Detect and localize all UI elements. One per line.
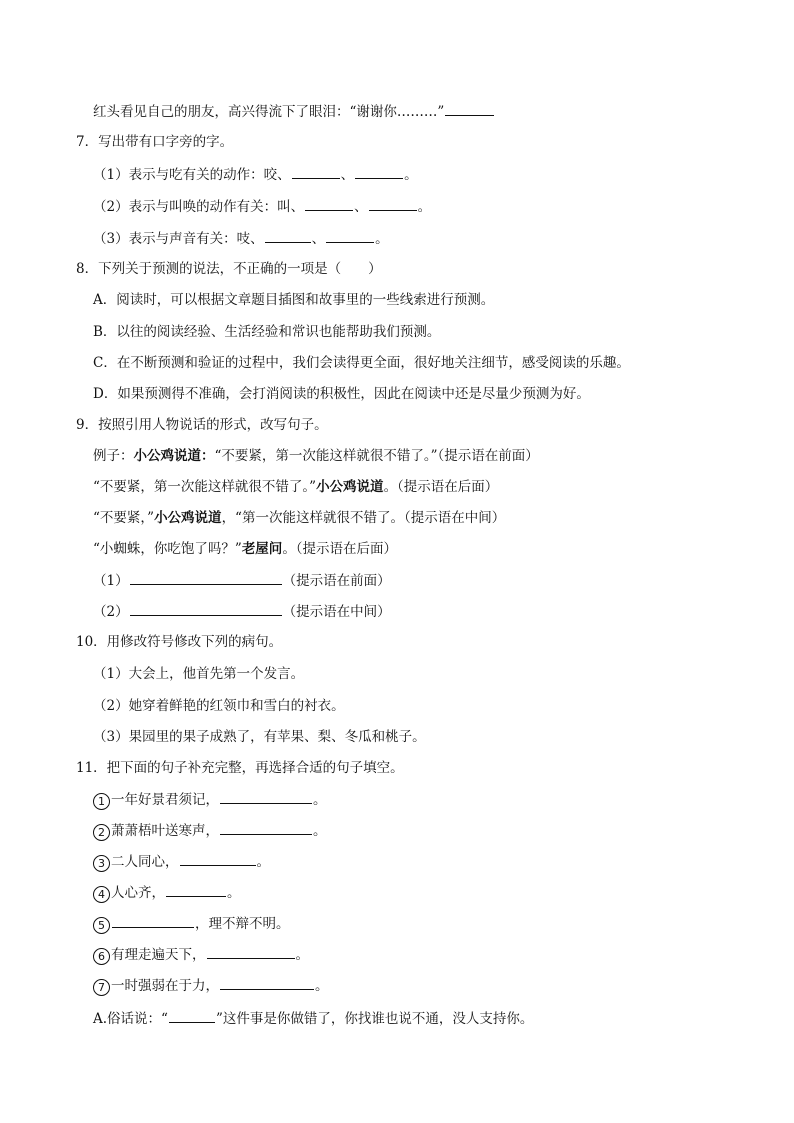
question-7-item-3: （3）表示与声音有关：吱、 、 。 [93,228,389,249]
task-sentence: “小蜘蛛，你吃饱了吗？”老屋问。（提示语在后面） [93,541,398,557]
answer-blank[interactable] [220,820,312,835]
answer-blank[interactable] [445,101,494,116]
fill-item: 3 二人同心， 。 [93,851,270,872]
answer-blank[interactable] [369,196,417,211]
circled-number: 5 [93,917,110,934]
sentence-1: （1）大会上，他首先第一个发言。 [93,666,305,682]
fill-item: 4 人心齐， 。 [93,882,241,903]
answer-blank[interactable] [180,851,256,866]
fill-item: 7 一时强弱在于力， 。 [93,975,329,996]
question-8-title: 8．下列关于预测的说法，不正确的一项是（ ） [76,261,382,277]
answer-blank[interactable] [355,164,403,179]
sentence-2: （2）她穿着鲜艳的红领巾和雪白的衬衣。 [93,698,345,714]
story-line: 红头看见自己的朋友，高兴得流下了眼泪：“谢谢你………” [93,101,495,122]
option-b[interactable]: B．以往的阅读经验、生活经验和常识也能帮助我们预测。 [93,324,441,340]
fill-item: 1 一年好景君须记， 。 [93,789,327,810]
question-7-title: 7．写出带有口字旁的字。 [76,134,234,150]
circled-number: 3 [93,855,110,872]
circled-number: 1 [93,793,110,810]
answer-blank[interactable] [130,601,282,616]
answer-blank[interactable] [166,882,226,897]
example-line-1: 例子：小公鸡说道：“不要紧，第一次能这样就很不错了。”（提示语在前面） [93,448,539,464]
question-11-title: 11．把下面的句子补充完整，再选择合适的句子填空。 [76,760,404,776]
option-c[interactable]: C．在不断预测和验证的过程中，我们会读得更全面，很好地关注细节，感受阅读的乐趣。 [93,355,630,371]
sentence-3: （3）果园里的果子成熟了，有苹果、梨、冬瓜和桃子。 [93,729,426,745]
question-7-item-2: （2）表示与叫唤的动作有关：叫、 、 。 [93,196,431,217]
circled-number: 4 [93,886,110,903]
question-10-title: 10．用修改符号修改下列的病句。 [76,634,283,650]
answer-blank[interactable] [130,570,282,585]
fill-sentence-a: A.俗话说：“ ”这件事是你做错了，你找谁也说不通，没人支持你。 [93,1008,533,1029]
question-7-item-1: （1）表示与吃有关的动作：咬、 、 。 [93,164,418,185]
answer-blank[interactable] [265,228,311,243]
answer-blank[interactable] [292,164,340,179]
question-9-title: 9．按照引用人物说话的形式，改写句子。 [76,417,328,433]
answer-blank[interactable] [112,913,194,928]
example-line-2: “不要紧，第一次能这样就很不错了。”小公鸡说道。（提示语在后面） [93,479,499,495]
option-a[interactable]: A．阅读时，可以根据文章题目插图和故事里的一些线索进行预测。 [93,292,495,308]
answer-blank[interactable] [305,196,353,211]
answer-blank[interactable] [169,1008,215,1023]
example-line-3: “不要紧，”小公鸡说道，“第一次能这样就很不错了。（提示语在中间） [93,510,506,526]
answer-blank[interactable] [220,789,312,804]
fill-item: 5 ，理不辩不明。 [93,913,290,934]
answer-blank[interactable] [326,228,374,243]
rewrite-answer-1: （1） （提示语在前面） [93,570,391,591]
fill-item: 6 有理走遍天下， 。 [93,944,309,965]
answer-blank[interactable] [220,975,314,990]
circled-number: 6 [93,948,110,965]
option-d[interactable]: D．如果预测得不准确，会打消阅读的积极性，因此在阅读中还是尽量少预测为好。 [93,386,590,402]
circled-number: 7 [93,979,110,996]
rewrite-answer-2: （2） （提示语在中间） [93,601,391,622]
circled-number: 2 [93,824,110,841]
fill-item: 2 萧萧梧叶送寒声， 。 [93,820,327,841]
answer-blank[interactable] [207,944,295,959]
